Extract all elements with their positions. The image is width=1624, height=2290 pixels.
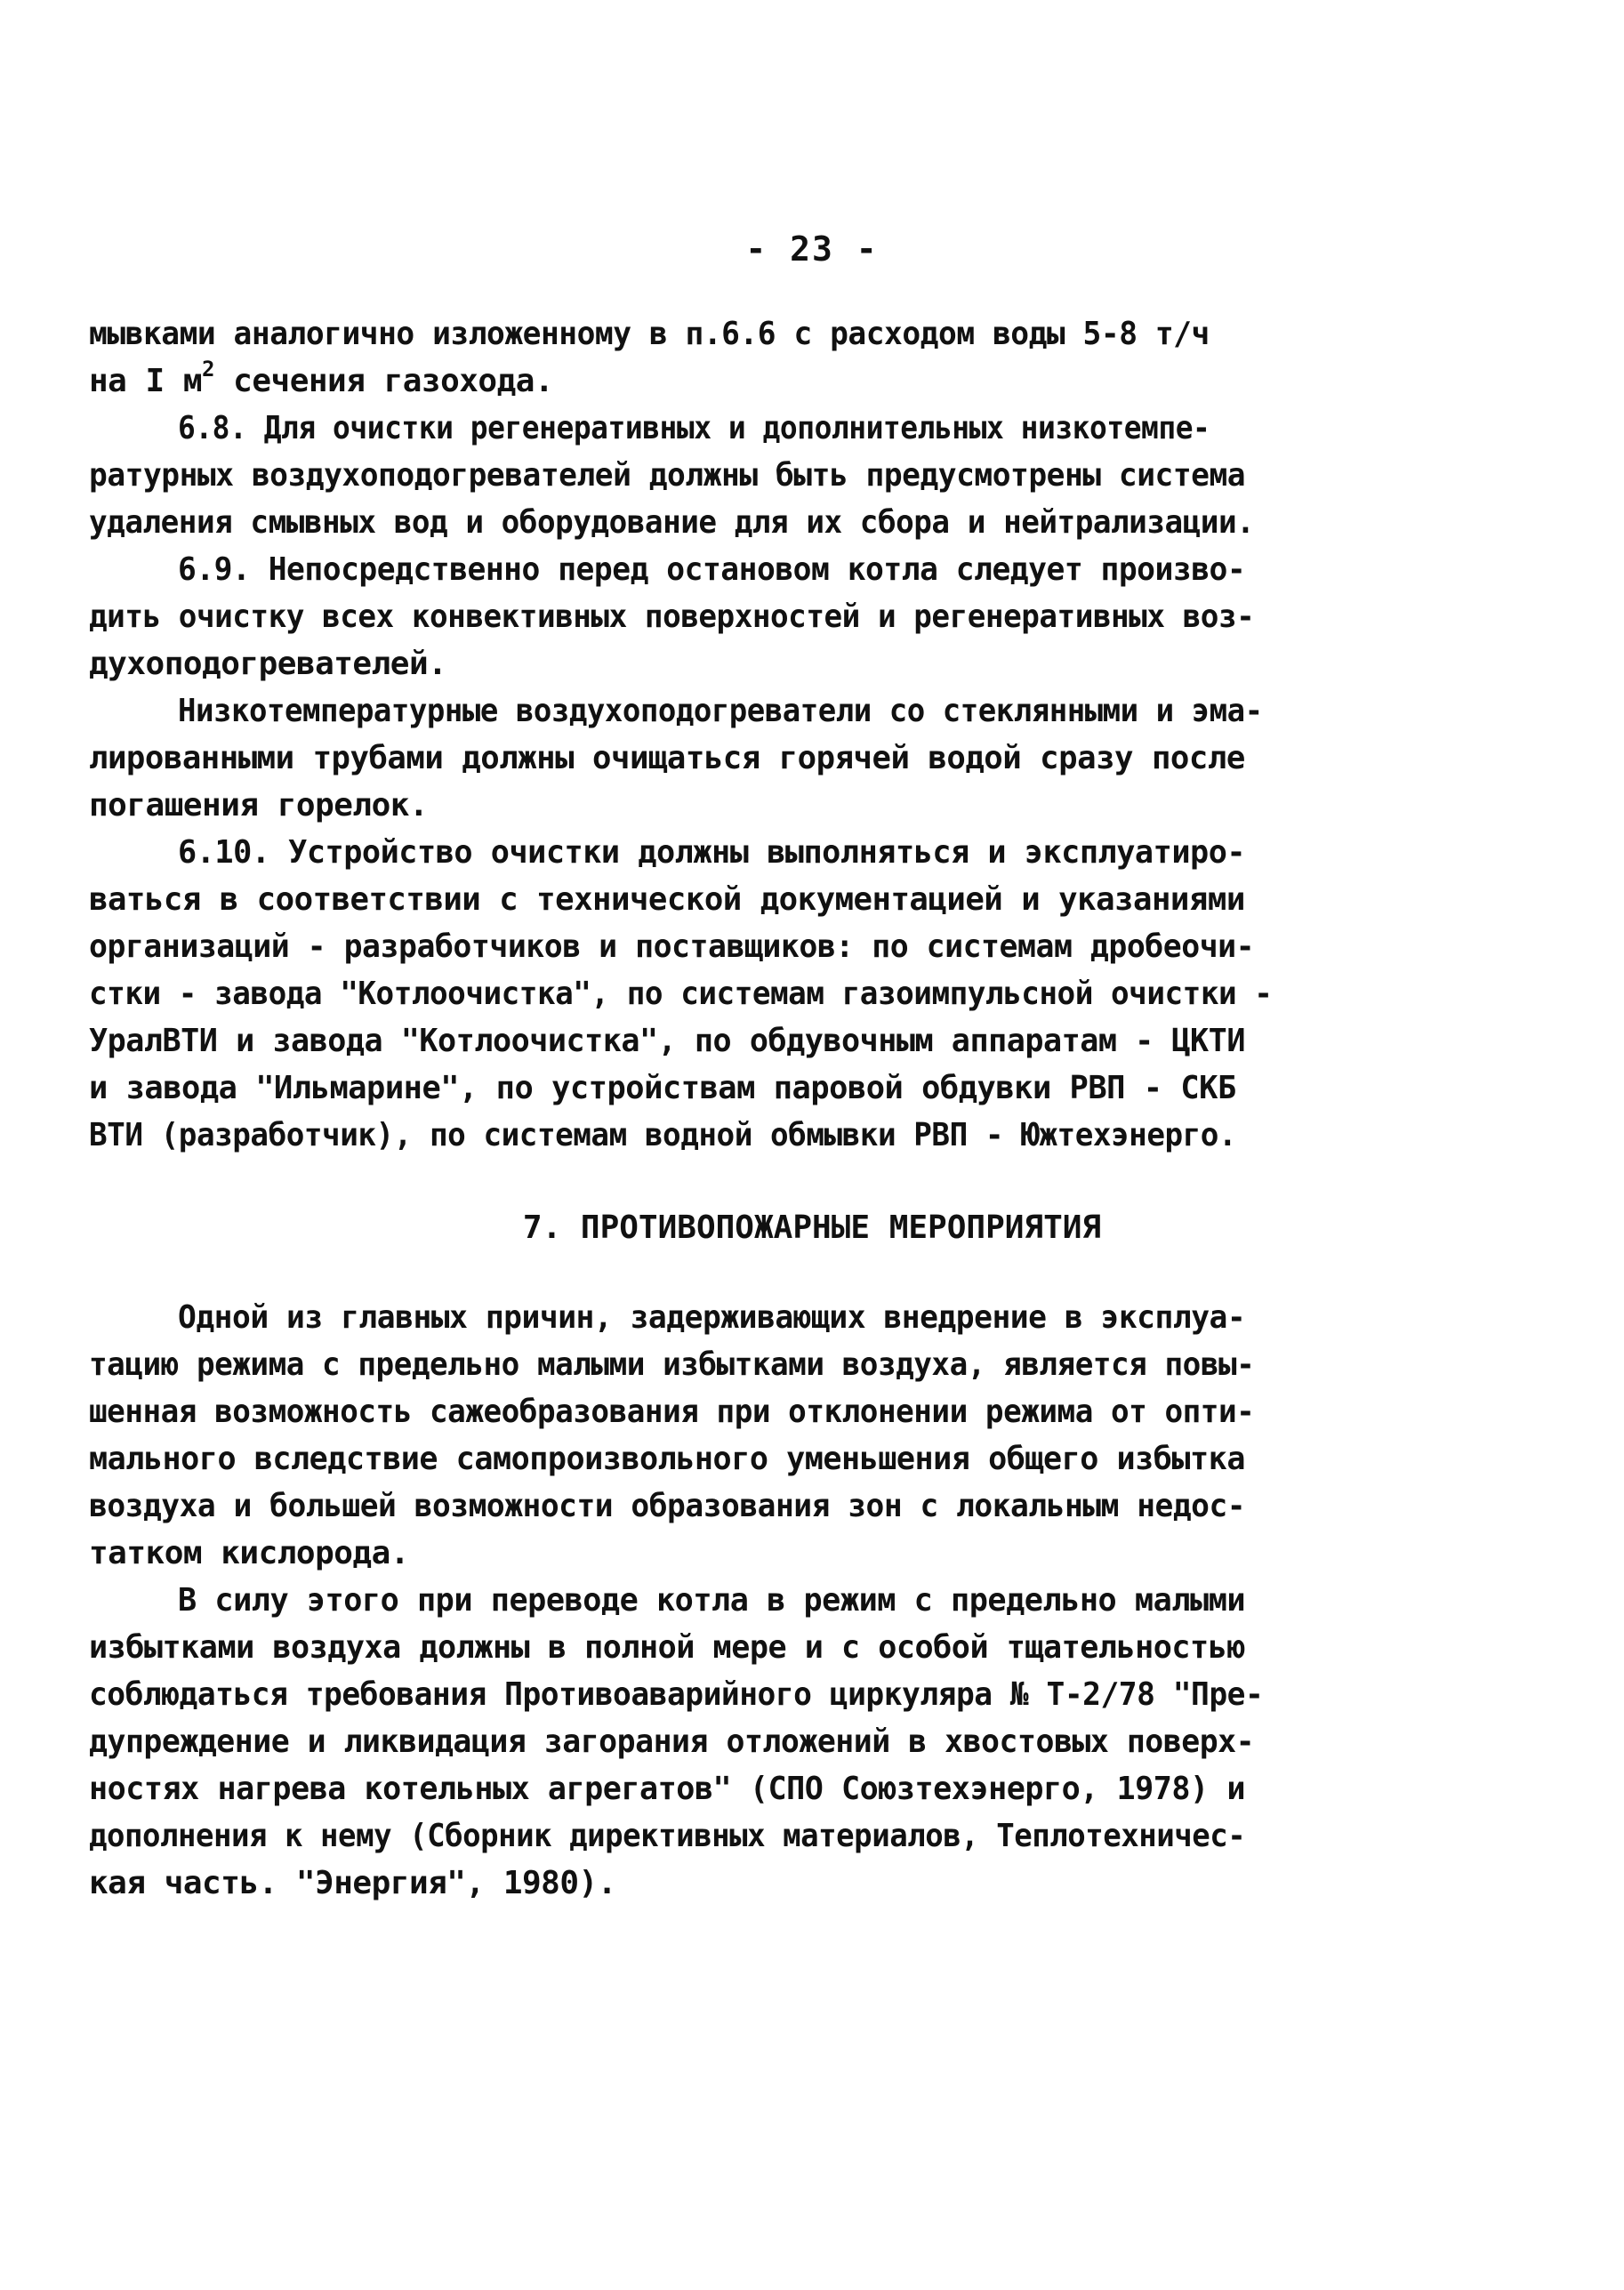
text-line: удаления смывных вод и оборудование для их сбора и нейтрализации. [89, 504, 1255, 541]
text-line: татком кислорода. [89, 1535, 409, 1571]
text-line: соблюдаться требования Противоаварийного циркуляра № Т-2/78 "Пре- [89, 1676, 1264, 1713]
text-line [89, 357, 554, 403]
text-line: духоподогревателей. [89, 646, 447, 682]
text-line: избытками воздуха должны в полной мере и с особой тщательностью [89, 1629, 1245, 1666]
text-line: дупреждение и ликвидация загорания отложений в хвостовых поверх- [89, 1724, 1255, 1760]
text-fragment: сечения газохода. [214, 363, 554, 399]
text-line: дополнения к нему (Сборник директивных материалов, Теплотехничес- [89, 1818, 1246, 1854]
text-line: ВТИ (разработчик), по системам водной обмывки РВП - Южтехэнерго. [89, 1117, 1237, 1153]
text-line: шенная возможность сажеобразования при отклонении режима от опти- [89, 1394, 1255, 1430]
text-line: 6.8. Для очистки регенеративных и дополнительных низкотемпе- [178, 410, 1210, 446]
text-line: кая часть. "Энергия", 1980). [89, 1865, 616, 1901]
text-line: Низкотемпературные воздухоподогреватели со стеклянными и эма- [178, 693, 1263, 729]
text-line: Одной из главных причин, задерживающих внедрение в эксплуа- [178, 1299, 1246, 1336]
text-line: дить очистку всех конвективных поверхностей и регенеративных воз- [89, 599, 1255, 635]
text-line: стки - завода "Котлоочистка", по системам газоимпульсной очистки - [89, 976, 1273, 1012]
text-line: организаций - разработчиков и поставщиков: по системам дробеочи- [89, 928, 1255, 965]
text-line: ваться в соответствии с технической документацией и указаниями [89, 881, 1245, 918]
page-number: - 23 - [745, 229, 879, 269]
text-fragment: на I м [89, 363, 203, 399]
text-line: погашения горелок. [89, 787, 429, 824]
text-line: В силу этого при переводе котла в режим с предельно малыми [178, 1582, 1246, 1619]
text-line: мывками аналогично изложенному в п.6.6 с расходом воды 5-8 т/ч [89, 316, 1210, 352]
text-line: тацию режима с предельно малыми избытками воздуха, является повы- [89, 1346, 1255, 1383]
text-line: 6.10. Устройство очистки должны выполняться и эксплуатиро- [178, 834, 1246, 871]
text-line: воздуха и большей возможности образования зон с локальным недос- [89, 1488, 1246, 1524]
text-line: УралВТИ и завода "Котлоочистка", по обдувочным аппаратам - ЦКТИ [89, 1023, 1245, 1059]
text-line: и завода "Ильмарине", по устройствам паровой обдувки РВП - СКБ [89, 1070, 1236, 1106]
text-line: ностях нагрева котельных агрегатов" (СПО Союзтехэнерго, 1978) и [89, 1771, 1245, 1807]
text-line: лированными трубами должны очищаться горячей водой сразу после [89, 740, 1245, 776]
section-heading: 7. ПРОТИВОПОЖАРНЫЕ МЕРОПРИЯТИЯ [522, 1209, 1102, 1246]
text-line: мального вследствие самопроизвольного уменьшения общего избытка [89, 1441, 1245, 1477]
text-line: 6.9. Непосредственно перед остановом котла следует произво- [178, 551, 1246, 588]
superscript: 2 [202, 357, 214, 382]
text-line: ратурных воздухоподогревателей должны быть предусмотрены система [89, 457, 1246, 494]
